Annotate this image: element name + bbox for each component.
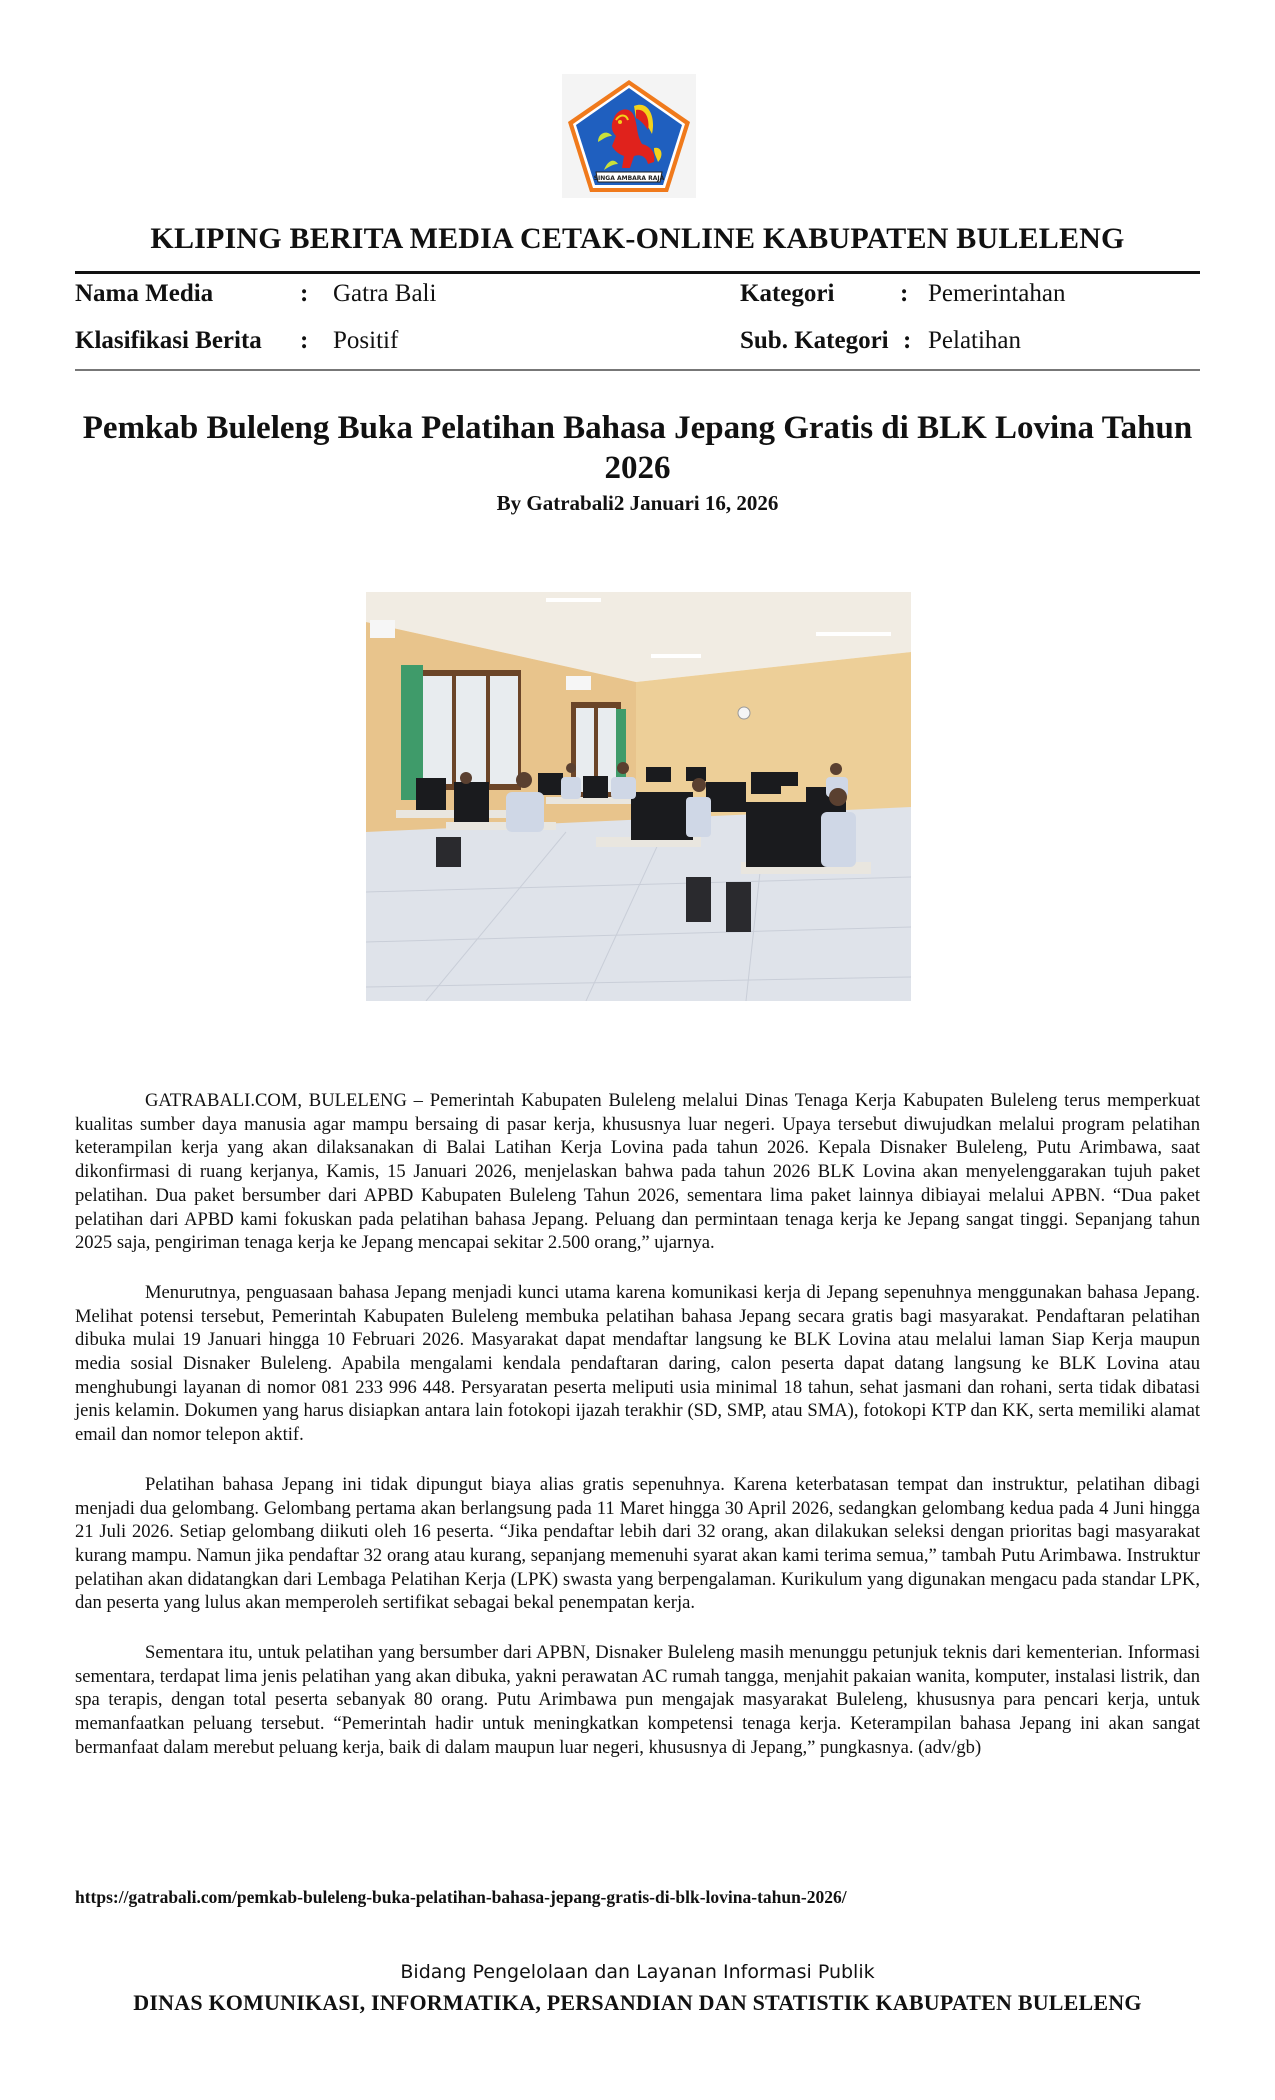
meta-colon: : xyxy=(903,327,912,354)
document-title: KLIPING BERITA MEDIA CETAK-ONLINE KABUPATEN BULELENG xyxy=(150,222,1125,255)
source-url-link[interactable]: https://gatrabali.com/pemkab-buleleng-buka-pelatihan-bahasa-jepang-gratis-di-blk-lovina-tahun-2026/ xyxy=(75,1887,847,1907)
meta-label: Sub. Kategori xyxy=(740,327,889,354)
article-body xyxy=(75,1089,1200,1786)
footer-division: Bidang Pengelolaan dan Layanan Informasi Publik xyxy=(400,1961,875,1983)
meta-value: Pelatihan xyxy=(928,327,1022,354)
article-paragraph: Sementara itu, untuk pelatihan yang bersumber dari APBN, Disnaker Buleleng masih menunggu petunjuk teknis dari kementerian. Informasi sementara, terdapat lima jenis pelatihan yang akan dibuka, yakni perawatan AC rumah tangga, menjahit pakaian wanita, komputer, instalasi listrik, dan spa terapis, dengan total peserta sebanyak 80 orang. Putu Arimbawa pun mengajak masyarakat Buleleng, khususnya para pencari kerja, untuk memanfaatkan peluang tersebut. “Pemerintah hadir untuk meningkatkan kompetensi tenaga kerja. Keterampilan bahasa Jepang ini akan sangat bermanfaat dalam merebut peluang kerja, baik di dalam maupun luar negeri, khususnya di Jepang,” pungkasnya. (adv/gb) xyxy=(75,1642,1200,1758)
meta-colon: : xyxy=(300,327,309,354)
article-title: Pemkab Buleleng Buka Pelatihan Bahasa Jepang Gratis di BLK Lovina Tahun 2026 xyxy=(82,410,1193,486)
meta-colon: : xyxy=(900,280,909,307)
article-paragraph: Menurutnya, penguasaan bahasa Jepang menjadi kunci utama karena komunikasi kerja di Jepang sepenuhnya menggunakan bahasa Jepang. Melihat potensi tersebut, Pemerintah Kabupaten Buleleng membuka pelatihan bahasa Jepang secara gratis bagi masyarakat. Pendaftaran pelatihan dibuka mulai 19 Januari hingga 10 Februari 2026. Masyarakat dapat mendaftar langsung ke BLK Lovina atau melalui laman Siap Kerja maupun media sosial Disnaker Buleleng. Apabila mengalami kendala pendaftaran daring, calon peserta dapat datang langsung ke BLK Lovina atau menghubungi layanan di nomor 081 233 996 448. Persyaratan peserta meliputi usia minimal 18 tahun, sehat jasmani dan rohani, serta tidak dibatasi jenis kelamin. Dokumen yang harus disiapkan antara lain fotokopi ijazah terakhir (SD, SMP, atau SMA), fotokopi KTP dan KK, serta memiliki alamat email dan nomor telepon aktif. xyxy=(75,1281,1200,1446)
header-divider-top xyxy=(75,271,1200,274)
buleleng-regency-crest-icon xyxy=(564,76,694,196)
meta-label: Klasifikasi Berita xyxy=(75,327,262,354)
crest-motto: SINGA AMBARA RAJA xyxy=(593,175,665,182)
meta-label: Kategori xyxy=(740,280,835,307)
buleleng-crest-logo xyxy=(562,74,696,198)
header-divider-bottom xyxy=(75,369,1200,371)
meta-label: Nama Media xyxy=(75,280,214,307)
meta-colon: : xyxy=(300,280,309,307)
article-photo xyxy=(366,592,911,1001)
meta-value: Pemerintahan xyxy=(928,280,1066,307)
meta-value: Positif xyxy=(333,327,399,354)
article-paragraph: GATRABALI.COM, BULELENG – Pemerintah Kabupaten Buleleng melalui Dinas Tenaga Kerja Kabupaten Buleleng terus memperkuat kualitas sumber daya manusia agar mampu bersaing di pasar kerja, khususnya luar negeri. Upaya tersebut diwujudkan melalui program pelatihan keterampilan kerja yang akan dilaksanakan di Balai Latihan Kerja Lovina pada tahun 2026. Kepala Disnaker Buleleng, Putu Arimbawa, saat dikonfirmasi di ruang kerjanya, Kamis, 15 Januari 2026, menjelaskan bahwa pada tahun 2026 BLK Lovina akan menyelenggarakan tujuh paket pelatihan. Dua paket bersumber dari APBD Kabupaten Buleleng Tahun 2026, sementara lima paket lainnya dibiayai melalui APBN. “Dua paket pelatihan dari APBD kami fokuskan pada pelatihan bahasa Jepang. Peluang dan permintaan tenaga kerja ke Jepang sangat tinggi. Sepanjang tahun 2025 saja, pengiriman tenaga kerja ke Jepang mencapai sekitar 2.500 orang,” ujarnya. xyxy=(75,1090,1200,1254)
meta-value: Gatra Bali xyxy=(333,280,437,307)
classroom-photo-illustration xyxy=(366,592,911,1001)
article-paragraph: Pelatihan bahasa Jepang ini tidak dipungut biaya alias gratis sepenuhnya. Karena keterbatasan tempat dan instruktur, pelatihan dibagi menjadi dua gelombang. Gelombang pertama akan berlangsung pada 11 Maret hingga 30 April 2026, sedangkan gelombang kedua pada 4 Juni hingga 21 Juli 2026. Setiap gelombang diikuti oleh 16 peserta. “Jika pendaftar lebih dari 32 orang, akan dilakukan seleksi dengan prioritas bagi masyarakat kurang mampu. Namun jika pendaftar 32 orang atau kurang, sepanjang memenuhi syarat akan kami terima semua,” tambah Putu Arimbawa. Instruktur pelatihan akan didatangkan dari Lembaga Pelatihan Kerja (LPK) swasta yang berpengalaman. Kurikulum yang digunakan mengacu pada standar LPK, dan peserta yang lulus akan memperoleh sertifikat sebagai bekal penempatan kerja. xyxy=(75,1473,1200,1614)
article-byline: By Gatrabali2 Januari 16, 2026 xyxy=(496,491,779,515)
footer-agency: DINAS KOMUNIKASI, INFORMATIKA, PERSANDIAN DAN STATISTIK KABUPATEN BULELENG xyxy=(133,1990,1142,2015)
